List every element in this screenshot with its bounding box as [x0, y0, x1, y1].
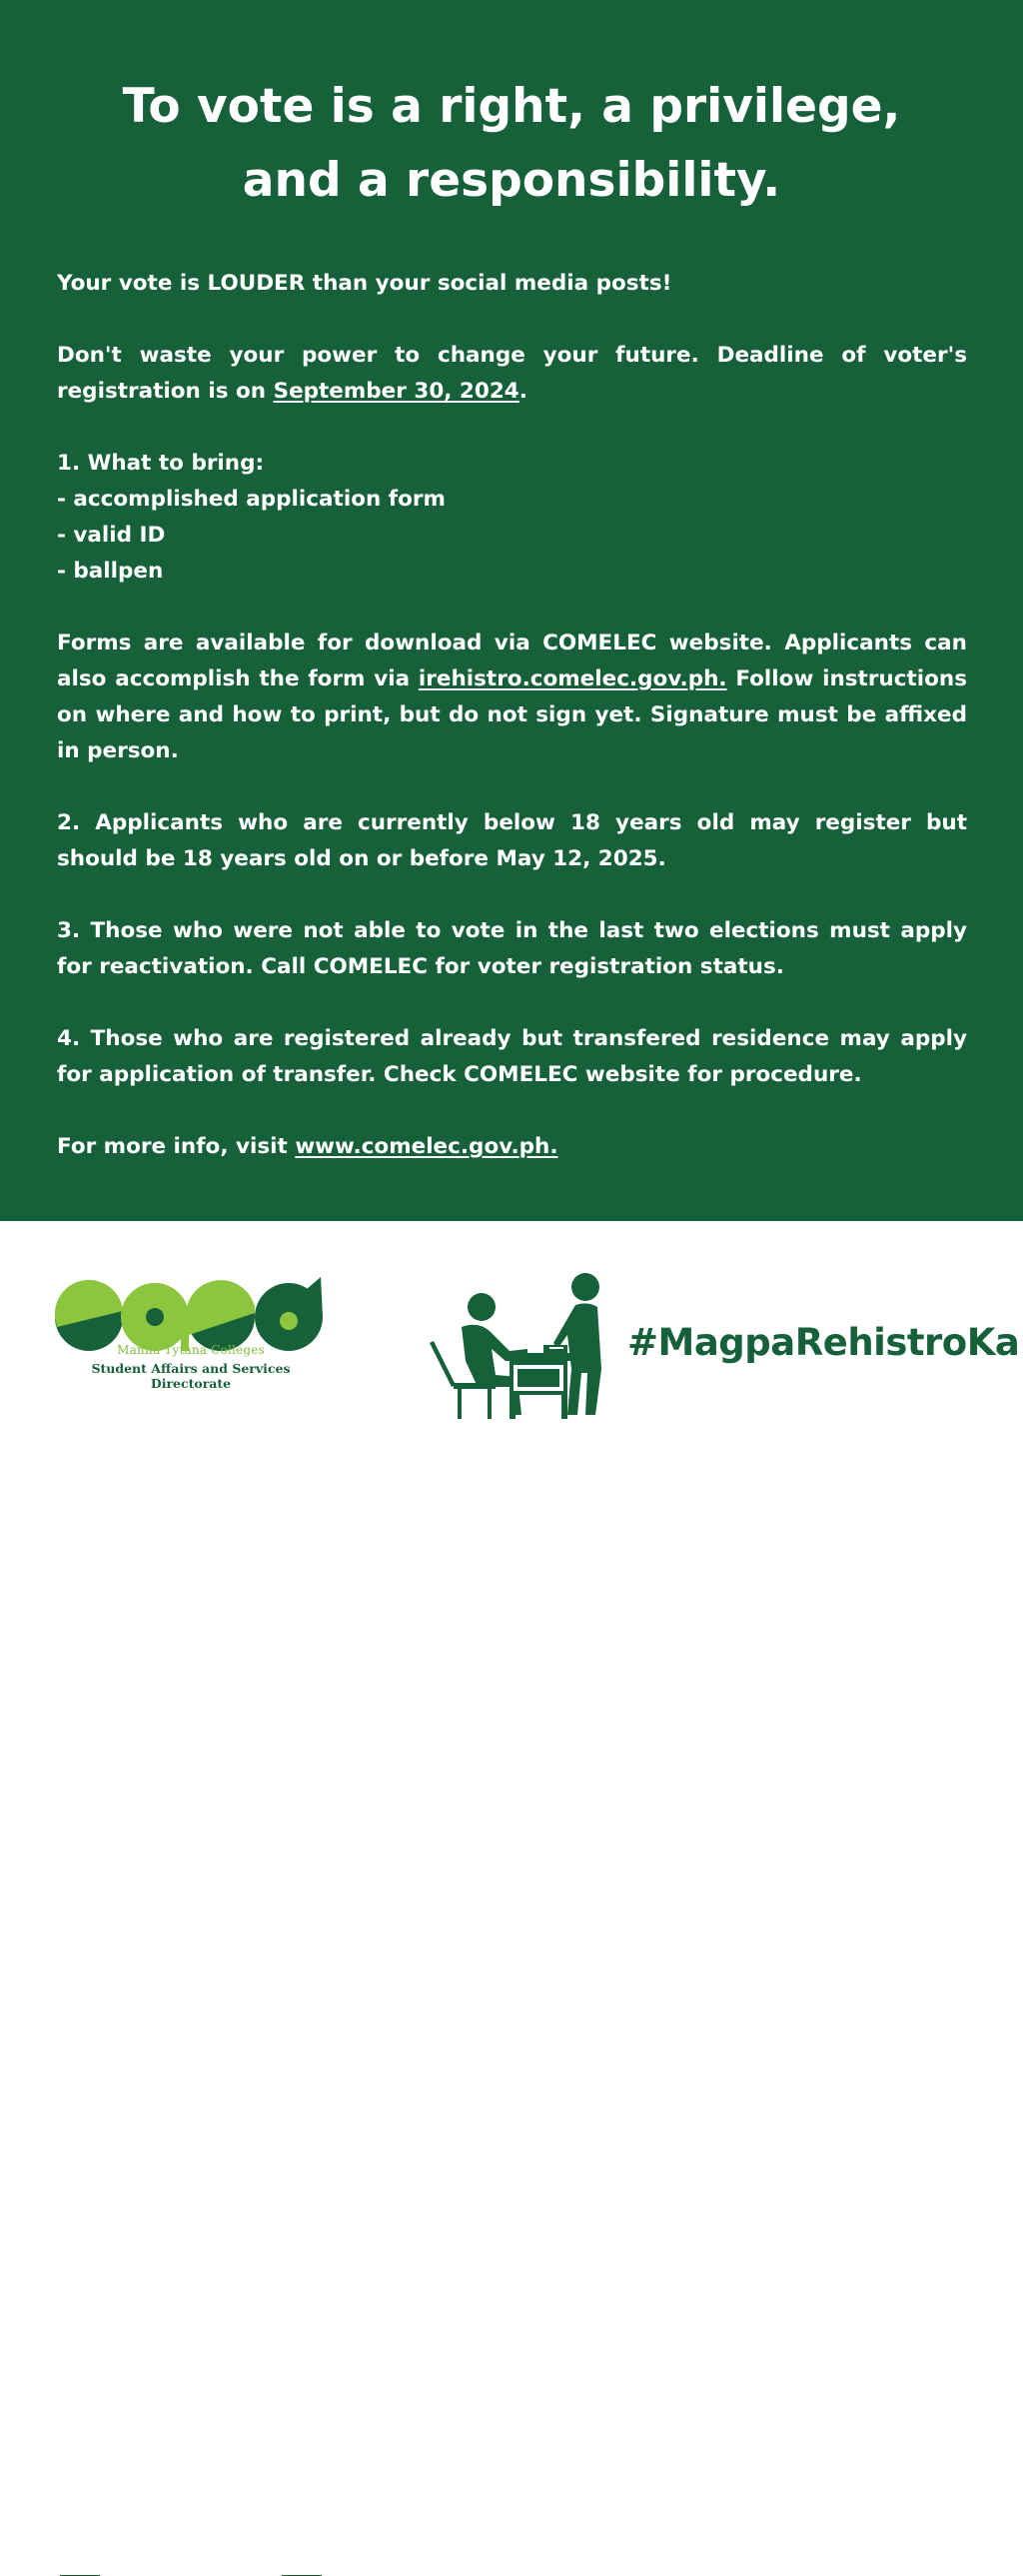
intro-paragraph: Your vote is LOUDER than your social media posts!: [57, 271, 672, 296]
forms-text-1: Forms are available for download via COMELEC website. Applicants can also accomplish the form via: [57, 631, 967, 691]
college-name: Manila Tytana Colleges: [117, 1343, 265, 1357]
item-4-paragraph: 4. Those who are registered already but transfered residence may apply for application of transfer. Check COMELEC website for procedure.: [57, 1026, 967, 1087]
comelec-website-link[interactable]: www.comelec.gov.ph.: [295, 1134, 558, 1159]
voter-registration-icon: [418, 1265, 617, 1421]
bring-item: - valid ID: [57, 523, 166, 548]
forms-paragraph: [57, 626, 967, 769]
deadline-paragraph: [57, 338, 967, 410]
bring-item: - accomplished application form: [57, 487, 446, 512]
what-to-bring-heading: 1. What to bring:: [57, 451, 265, 476]
what-to-bring-section: [57, 446, 967, 590]
irehistro-link[interactable]: irehistro.comelec.gov.ph.: [418, 666, 727, 691]
title-line-2: and a responsibility.: [242, 153, 781, 208]
title-line-1: To vote is a right, a privilege,: [122, 79, 901, 134]
item-3-paragraph: 3. Those who were not able to vote in the last two elections must apply for reactivation. Call COMELEC for voter registration status.: [57, 918, 967, 979]
more-info-paragraph: [57, 1129, 967, 1165]
deadline-date: September 30, 2024: [273, 379, 519, 404]
bring-item: - ballpen: [57, 559, 164, 584]
deadline-period: .: [518, 379, 527, 404]
more-info-text: For more info, visit: [57, 1134, 288, 1159]
poster-main: [0, 0, 1023, 1221]
item-2-paragraph: 2. Applicants who are currently below 18 years old may register but should be 18 years old on or before May 12, 2025.: [57, 810, 967, 871]
poster-title: [0, 70, 1023, 218]
deadline-text: Don't waste your power to change your future. Deadline of voter's registration is on: [57, 343, 967, 404]
directorate-name: Student Affairs and Services Directorate: [91, 1361, 291, 1391]
hashtag: #MagpaRehistroKa: [627, 1321, 1020, 1364]
poster-body: [57, 266, 967, 1165]
forms-text-2: Follow instructions on where and how to print, but do not sign yet. Signature must be affixed in person.: [57, 666, 967, 763]
